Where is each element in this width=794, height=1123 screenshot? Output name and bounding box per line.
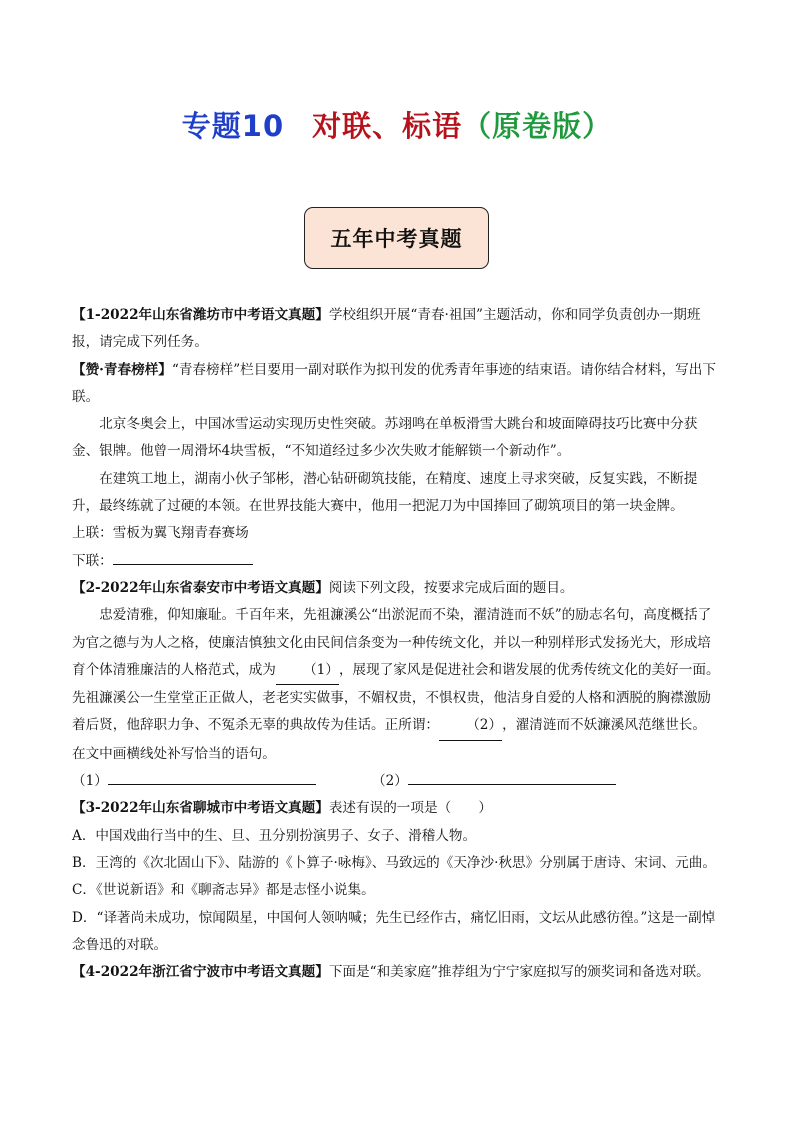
passage-blank-2: （2） <box>439 712 502 740</box>
answer-1-blank[interactable] <box>108 770 316 785</box>
passage-part-a: 忠爱清雅，仰知廉耻。千百年来，先祖濂溪公“出淤泥而不染，濯清涟而不妖”的励志名句，高度概括了为官之德与为人之格，使廉洁慎独文化由民间信条变为一种传统文化，并以一种别样形式发扬光大，形成培育个体清雅廉洁的人格范式，成为 <box>72 607 712 678</box>
document-body <box>72 302 724 986</box>
question-4-tag: 【4-2022年浙江省宁波市中考语文真题】 <box>72 964 329 981</box>
question-4-intro <box>72 959 724 986</box>
question-1-material-1: 北京冬奥会上，中国冰雪运动实现历史性突破。苏翊鸣在单板滑雪大跳台和坡面障碍技巧比赛中分获金、银牌。他曾一周滑坏4块雪板，“不知道经过多少次失败才能解锁一个新动作”。 <box>72 416 698 460</box>
question-1-upper-couplet: 上联：雪板为翼飞翔青春赛场 <box>72 525 249 542</box>
option-c: C．《世说新语》和《聊斋志异》都是志怪小说集。 <box>72 882 375 899</box>
question-4-text: 下面是“和美家庭”推荐组为宁宁家庭拟写的颁奖词和备选对联。 <box>328 964 710 981</box>
question-1-subtext: “青春榜样”栏目要用一副对联作为拟刊发的优秀青年事迹的结束语。请你结合材料，写出下联。 <box>72 361 716 405</box>
lower-couplet-answer-blank[interactable] <box>113 550 253 565</box>
answer-1-label: （1） <box>72 773 108 790</box>
answer-1 <box>72 768 372 795</box>
question-1-intro <box>72 302 724 357</box>
option-a: A．中国戏曲行当中的生、旦、丑分别扮演男子、女子、滑稽人物。 <box>72 827 477 844</box>
question-2-text: 阅读下列文段，按要求完成后面的题目。 <box>328 579 574 596</box>
answer-2-blank[interactable] <box>408 770 616 785</box>
section-heading-box: 五年中考真题 <box>304 207 489 269</box>
passage-part-c: ，濯清涟而不妖濂溪风范继世长。 <box>502 717 706 734</box>
answer-2-label: （2） <box>372 773 408 790</box>
question-2-intro <box>72 575 724 602</box>
question-3-intro <box>72 795 724 822</box>
question-1-lower-couplet <box>72 548 724 575</box>
passage-blank-1: （1） <box>276 657 339 685</box>
passage-part-b: ，展现了家风是促进社会和谐发展的优秀传统文化的美好一面。先祖濂溪公一生堂堂正正做人，老老实实做事，不媚权贵，不惧权贵，他洁身自爱的人格和洒脱的胸襟激励着后贤，他辞职力争、不冤杀无辜的典故传为佳话。正所谓： <box>72 661 720 734</box>
answer-2 <box>372 768 672 795</box>
option-b: B．王湾的《次北固山下》、陆游的《卜算子·咏梅》、马致远的《天净沙·秋思》分别属于唐诗、宋词、元曲。 <box>72 854 716 871</box>
question-1-text: 学校组织开展“青春·祖国”主题活动，你和同学负责创办一期班报，请完成下列任务。 <box>72 307 701 351</box>
question-3-tag: 【3-2022年山东省聊城市中考语文真题】 <box>72 800 329 817</box>
question-1-subtask <box>72 357 724 412</box>
title-topic-name: 对联、标语 <box>312 109 463 143</box>
question-1-tag: 【1-2022年山东省潍坊市中考语文真题】 <box>72 307 329 323</box>
question-3-text: 表述有误的一项是（ ） <box>328 800 492 817</box>
title-edition: （原卷版） <box>462 109 613 143</box>
question-2-answer-row <box>72 768 724 795</box>
option-d: D．“译著尚未成功，惊闻陨星，中国何人领呐喊；先生已经作古，痛忆旧雨，文坛从此感彷徨。”这是一副悼念鲁迅的对联。 <box>72 909 716 953</box>
lower-couplet-label: 下联： <box>72 552 113 569</box>
page-title <box>0 104 794 145</box>
title-topic-number: 专题10 <box>181 109 285 143</box>
question-1-material-2: 在建筑工地上，湖南小伙子邹彬，潜心钻研砌筑技能，在精度、速度上寻求突破，反复实践，不断提升，最终练就了过硬的本领。在世界技能大赛中，他用一把泥刀为中国捧回了砌筑项目的第一块金牌。 <box>72 470 698 515</box>
question-2-tag: 【2-2022年山东省泰安市中考语文真题】 <box>72 579 329 596</box>
question-1-subtag: 【赞·青春榜样】 <box>72 361 172 378</box>
question-2-passage <box>72 602 724 740</box>
question-2-instruction: 在文中画横线处补写恰当的语句。 <box>72 745 276 762</box>
